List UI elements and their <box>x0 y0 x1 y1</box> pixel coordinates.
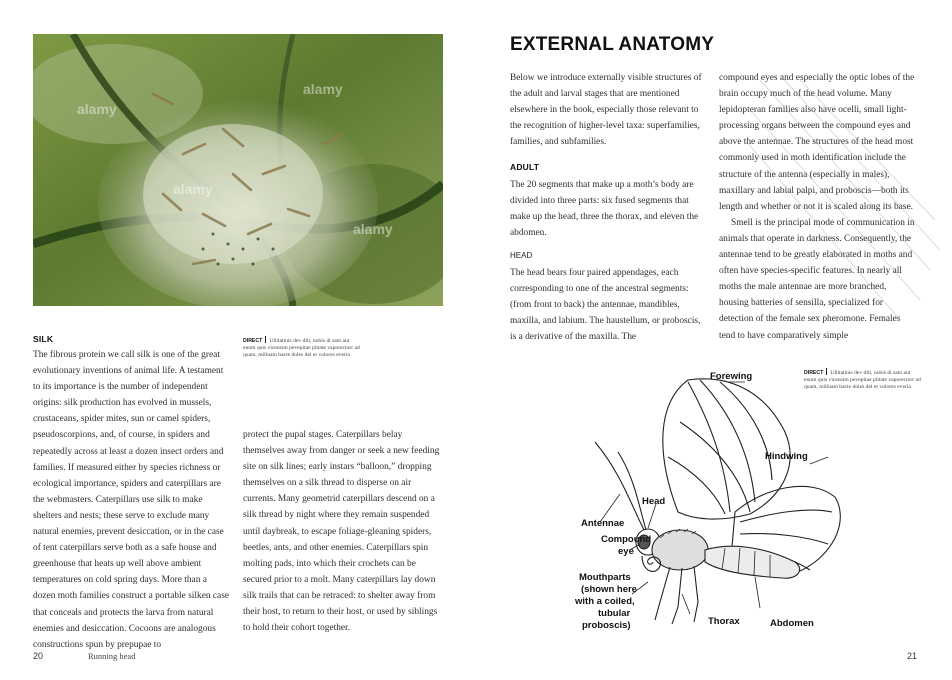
caption-text: Ullitatinis dev dlit, nobis di sam aut enum quis vicensim pevepitae plitate vaporectorr ad quam, milluam bacte doles del et volores everia <box>243 338 360 359</box>
caption-text-right: Ullitatinis dev dlit, nobis di sam aut enum quis vicensim pevepitae plitate vaporectorr ad quam, milluam bacte doles del et volores everia <box>804 370 921 391</box>
alamy-watermark-3: alamy <box>173 181 213 197</box>
abdomen-shape <box>705 546 800 578</box>
alamy-watermark-1: alamy <box>77 101 117 117</box>
forewing-shape <box>663 379 790 519</box>
label-mouthparts-4: tubular <box>598 608 631 619</box>
silk-heading: SILK <box>33 334 54 344</box>
left-page-number: 20 <box>33 651 44 661</box>
label-thorax: Thorax <box>708 616 740 627</box>
label-mouthparts-1: Mouthparts <box>579 572 631 583</box>
head-heading: HEAD <box>510 250 533 260</box>
proboscis-shape <box>642 556 661 571</box>
smell-paragraph: Smell is the principal mode of communication in animals that operate in darkness. Consequently, the antennae tend to be greatly elaborated in moths and often have species-specific features. In nearly all moths the male antennae are more branched, housing batteries of sensilla, specialized for detection of the female sex pheromone. Females tend to have comparatively simple <box>719 217 915 341</box>
right-page-number: 21 <box>907 651 918 661</box>
label-mouthparts-3: with a coiled, <box>575 596 635 607</box>
caption-label: DIRECT <box>243 338 263 344</box>
label-forewing: Forewing <box>710 371 753 382</box>
adult-heading: ADULT <box>510 162 540 173</box>
silk-column-1 <box>33 347 230 653</box>
head-paragraph: The head bears four paired appendages, each corresponding to one of the ancestral segments: (from front to back) the antennae, mandibles, maxilla, and labium. The haustellum, or proboscis, is a derivative of the maxilla. The <box>510 268 701 343</box>
page-title: EXTERNAL ANATOMY <box>510 34 715 55</box>
alamy-watermark-2: alamy <box>303 81 343 97</box>
tent-caterpillar-photo <box>33 34 443 306</box>
silk-paragraph-1: The fibrous protein we call silk is one of the great evolutionary inventions of animal life. A testament to its importance is the number of independent origins: silk production has evolved in mussels, crustaceans, spider mites, sun or camel spiders, pseudoscorpions, and, of course, in spiders and repeatedly across at least a dozen insect orders and families. If measured either by species richness or ecological importance, spiders and caterpillars are the webmasters. Caterpillars use silk to make shelters and nests; these serve to exclude many natural enemies, prevent desiccation, or in the case of tent caterpillars serve both as a safe house and greenhouse that heats up well above ambient temperatures on cold spring days. More than a dozen moth families construct a portable silken case that conceals and protects the larva from natural enemies and desiccation. Cocoons are analogous constructions spun by prepupae to <box>33 350 230 650</box>
anatomy-column-1 <box>510 70 708 346</box>
label-compound-eye-2: eye <box>618 546 634 557</box>
caption-label-right: DIRECT <box>804 370 824 376</box>
eyes-paragraph: compound eyes and especially the optic lobes of the brain occupy much of the head volume. Many lepidopteran families also have ocelli, small light-processing organs between the compound eyes and above the antennae. The structures of the head most commonly used in moth identification include the structure of the antenna (especially in males), maxillary and labial palpi, and proboscis—both its length and whether or not it is scaled along its base. <box>719 73 915 212</box>
intro-paragraph: Below we introduce externally visible structures of the adult and larval stages that are mentioned elsewhere in the book, especially those relevant to the recognition of higher-level taxa: superfamilies, families, and subfamilies. <box>510 73 702 148</box>
label-mouthparts-2: (shown here <box>581 584 637 595</box>
label-abdomen: Abdomen <box>770 618 814 629</box>
adult-paragraph: The 20 segments that make up a moth’s body are divided into three parts: six fused segments that make up the head, three the thorax, and eleven the abdomen. <box>510 179 699 238</box>
moth-anatomy-illustration <box>560 362 912 644</box>
silk-paragraph-2: protect the pupal stages. Caterpillars belay themselves away from danger or seek a new feeding site on silk lines; early instars “balloon,” dropping themselves on a silk thread to disperse on air currents. Many geometrid caterpillars descend on a silk thread by night where they remain suspended until daybreak, to escape foliage-gleaning spiders, beetles, ants, and other enemies. Caterpillars spin molting pads, into which their crochets can be secured prior to a molt. Many caterpillars lay down silk trails that can be retraced: to shelter away from their host, to return to their host, or used by siblings to hold their cohort together. <box>243 430 440 634</box>
running-head: Running head <box>88 651 136 661</box>
left-photo-caption <box>243 336 361 360</box>
label-mouthparts-5: proboscis) <box>582 620 631 631</box>
alamy-watermark-4: alamy <box>353 221 393 237</box>
anatomy-column-2 <box>719 70 917 344</box>
silk-column-2 <box>243 427 443 636</box>
label-hindwing: Hindwing <box>765 451 808 462</box>
photo-graphic <box>33 34 443 306</box>
caption-divider <box>265 336 266 343</box>
label-head: Head <box>642 496 666 507</box>
label-compound-eye-1: Compound <box>601 534 652 545</box>
label-antennae: Antennae <box>581 518 625 529</box>
